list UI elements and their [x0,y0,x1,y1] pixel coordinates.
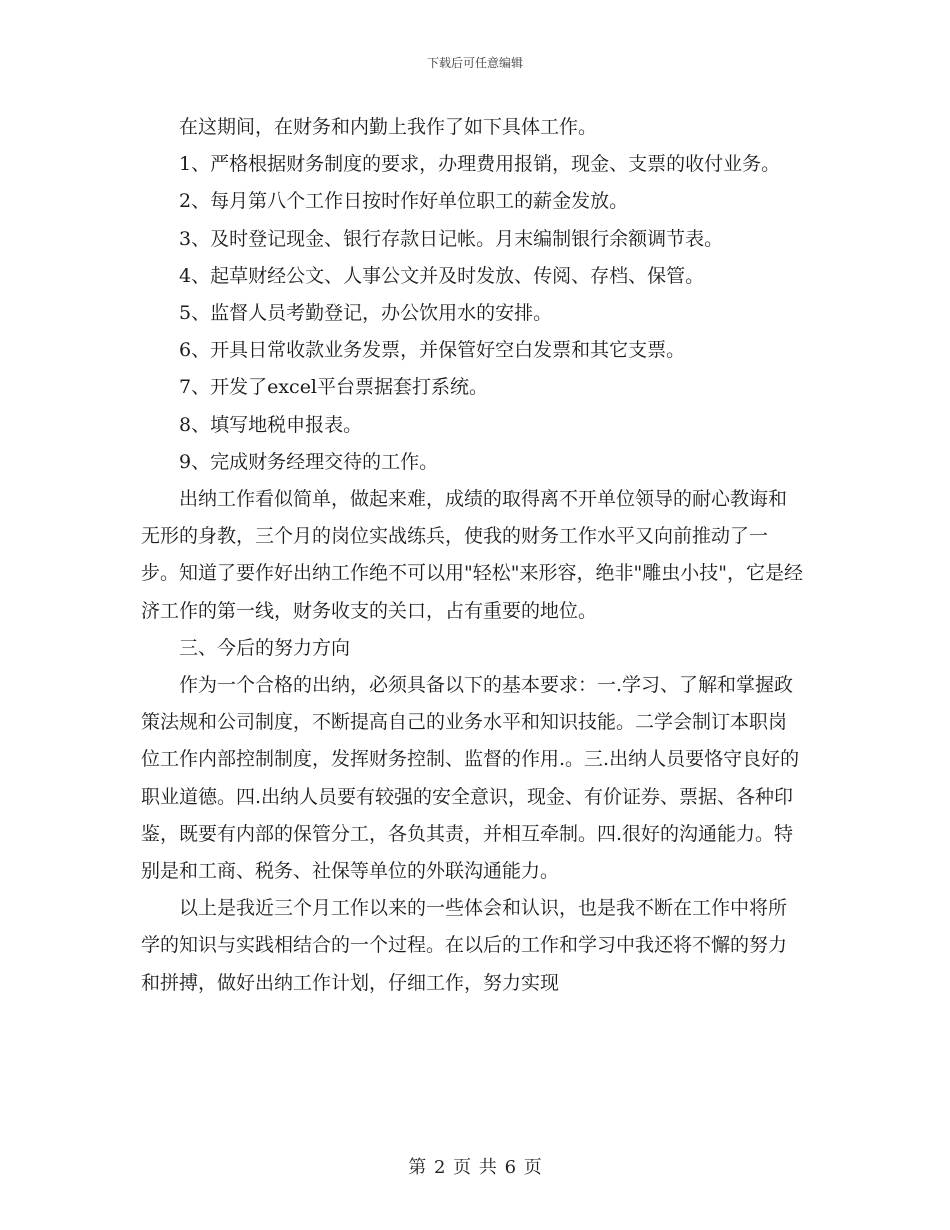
footer-prefix: 第 [408,1157,427,1178]
paragraph-intro: 在这期间，在财务和内勤上我作了如下具体工作。 [179,116,598,138]
list-item-8: 8、填写地税申报表。 [179,413,363,436]
header-note: 下载后可任意编辑 [426,56,523,70]
list-item-1: 1、严格根据财务制度的要求，办理费用报销，现金、支票的收付业务。 [179,153,781,176]
total-page-count: 6 [504,1157,517,1178]
list-item-7: 7、开发了excel平台票据套打系统。 [179,376,489,399]
list-item-3: 3、及时登记现金、银行存款日记帐。月末编制银行余额调节表。 [179,227,724,250]
footer-total-word: 共 [478,1157,497,1178]
list-item-4: 4、起草财经公文、人事公文并及时发放、传阅、存档、保管。 [179,264,705,287]
document-body [141,109,803,1002]
list-item-2: 2、每月第八个工作日按时作好单位职工的薪金发放。 [179,190,629,213]
list-item-5: 5、监督人员考勤登记，办公饮用水的安排。 [179,302,553,325]
paragraph-conclusion: 以上是我近三个月工作以来的一些体会和认识，也是我不断在工作中将所学的知识与实践相结合的一个过程。在以后的工作和学习中我还将不懈的努力和拼搏，做好出纳工作计划，仔细工作，努力实现 [141,897,788,994]
current-page-number: 2 [433,1157,446,1178]
footer-suffix: 页 [523,1157,542,1178]
list-item-9: 9、完成财务经理交待的工作。 [179,450,439,473]
paragraph-requirements: 作为一个合格的出纳，必须具备以下的基本要求：一.学习、了解和掌握政策法规和公司制度，不断提高自己的业务水平和知识技能。二学会制订本职岗位工作内部控制制度，发挥财务控制、监督的作用.。三.出纳人员要恪守良好的职业道德。四.出纳人员要有较强的安全意识，现金、有价证券、票据、各种印鉴，既要有内部的保管分工，各负其责，并相互牵制。四.很好的沟通能力。特别是和工商、税务、社保等单位的外联沟通能力。 [141,674,800,883]
list-item-6: 6、开具日常收款业务发票，并保管好空白发票和其它支票。 [179,339,686,362]
page-footer [0,1153,950,1179]
section-heading: 三、今后的努力方向 [179,636,351,659]
footer-page-word: 页 [453,1157,472,1178]
paragraph-reflection: 出纳工作看似简单，做起来难，成绩的取得离不开单位领导的耐心教诲和无形的身教，三个月的岗位实战练兵，使我的财务工作水平又向前推动了一步。知道了要作好出纳工作绝不可以用"轻松"来形容，绝非"雕虫小技"，它是经济工作的第一线，财务收支的关口，占有重要的地位。 [141,488,803,622]
